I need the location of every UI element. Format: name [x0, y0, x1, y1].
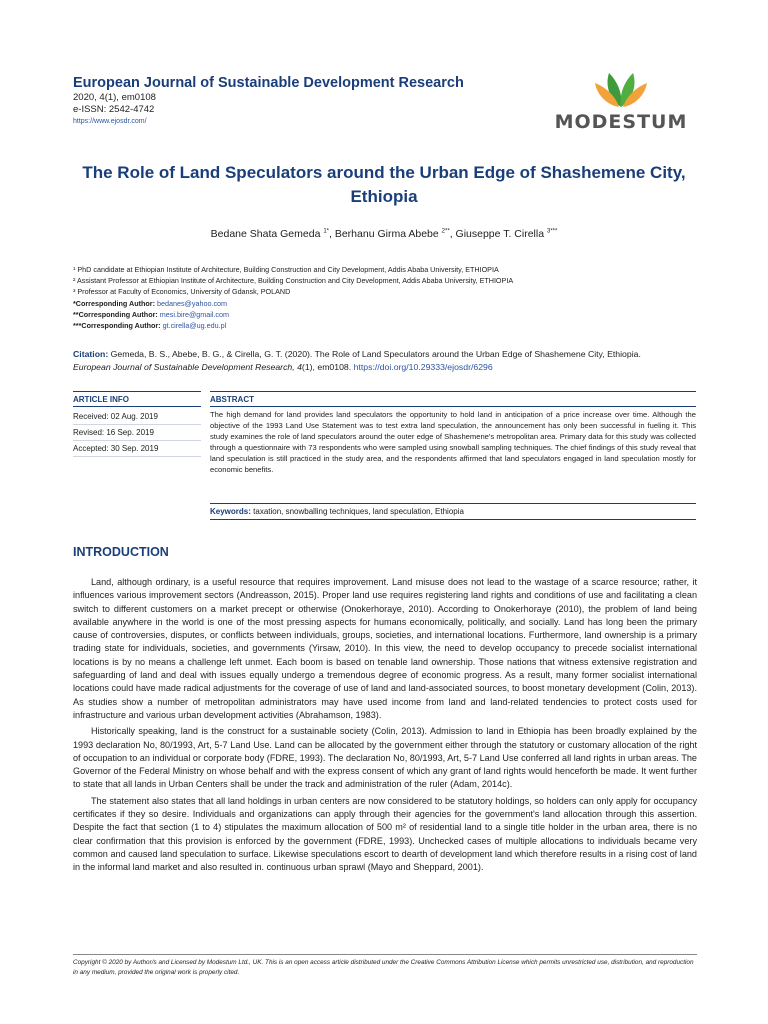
affiliation-1: ¹ PhD candidate at Ethiopian Institute of Architecture, Building Construction and City Development, Addis Ababa University, ETHIOPIA	[73, 265, 499, 274]
corresponding-author-2	[73, 309, 693, 320]
journal-header	[73, 74, 464, 127]
journal-title: European Journal of Sustainable Development Research	[73, 75, 464, 91]
abstract-heading: ABSTRACT	[210, 391, 696, 407]
citation-text: Gemeda, B. S., Abebe, B. G., & Cirella, G. T. (2020). The Role of Land Speculators around the Urban Edge of Shashemene City, Ethiopia.	[110, 349, 641, 359]
article-dates	[73, 409, 201, 457]
email-link[interactable]: mesi.bire@gmail.com	[159, 309, 229, 319]
email-link[interactable]: bedanes@yahoo.com	[156, 298, 228, 308]
email-link[interactable]: gt.cirella@ug.edu.pl	[162, 321, 227, 331]
keywords-list: taxation, snowballing techniques, land speculation, Ethiopia	[253, 507, 464, 516]
keywords-label: Keywords:	[210, 507, 251, 516]
paragraph: The statement also states that all land holdings in urban centers are now considered to be statutory holdings, so holders can only apply for occupancy certificates if they so desire. Individuals and organizations can apply through their agencies for the government's land allocation through this assertion. Despite the fact that section (1 to 4) stipulates the maximum allocation of 500 m² of residential land to a single title holder in the urban area, there is no clear confirmation that this provision is enforced by the government (FDRE, 1993). Unchecked cases of multiple allocations to individuals became very common and caused land speculation to surface. Likewise speculations escort to dearth of development land which therefore results in a rising cost of land in the informal land market and also resulted in. continuous urban sprawl (Mayo and Sheppard, 2001).	[73, 795, 697, 873]
keywords-row	[210, 503, 696, 520]
revised-date: Revised: 16 Sep. 2019	[73, 425, 201, 441]
corresponding-label: *Corresponding Author:	[73, 298, 155, 308]
affiliations	[73, 264, 693, 331]
affiliation-2: ² Assistant Professor at Ethiopian Institute of Architecture, Building Construction and City Development, Addis Ababa University, ETHIOPIA	[73, 276, 514, 286]
logo-text: MODESTUM	[554, 111, 688, 133]
journal-url-link[interactable]: https://www.ejosdr.com/	[73, 118, 147, 125]
corresponding-label: ***Corresponding Author:	[73, 321, 161, 331]
corresponding-label: **Corresponding Author:	[73, 309, 158, 319]
author-mark: 1*	[323, 228, 329, 235]
paragraph: Land, although ordinary, is a useful resource that requires improvement. Land misuse does not lead to the wastage of a scarce resource; rather, it influences various improvement sectors (Andreasson, 2015). Proper land use requires registering land rights and conditions of use and facilitating a clean switch to different customers on a market precept or otherwise (Onokerhoraye, 2010). According to Onokerhoraye (2010), the problem of land being available anywhere in the world is one of the most pressing aspects for humans economically, politically, and socially. Land has long been the primary cause of controversies, disputes, or conflicts between individuals, groups, societies, and international locations. Furthermore, land ownership is a primary trading state for individuals, societies, and governments (Yirsaw, 2010). In this view, the need to develop occupancy to precede socialist international locations is by no means a challenge left unmet. Each boom is based on tenable land ownership. Those nations that witness extensive registration and safeguarding of land and deal with issues equally undergo a tremendous degree of economic progress. As a result, many former socialist international locations could have made radical adjustments for the coverage of use of land and land-associated sources, to boost monetary development (Colin, 2013). As studies show a number of metropolitan administrators may have used income from land and land-related tendencies to protect costs used for infrastructure and various urban development activities (Abrahamson, 1983).	[73, 577, 697, 720]
citation-label: Citation:	[73, 349, 109, 359]
author-mark: 3***	[546, 228, 558, 235]
citation-issue: (1), em0108.	[301, 362, 352, 372]
modestum-logo	[548, 69, 694, 133]
author-name: Berhanu Girma Abebe	[334, 228, 439, 240]
citation-journal: European Journal of Sustainable Development Research, 4	[73, 362, 302, 372]
paper-title: The Role of Land Speculators around the Urban Edge of Shashemene City, Ethiopia	[82, 163, 686, 206]
corresponding-author-1	[73, 298, 693, 309]
introduction-body	[73, 576, 697, 878]
author-name: Giuseppe T. Cirella	[455, 228, 545, 240]
received-date: Received: 02 Aug. 2019	[73, 409, 201, 425]
introduction-heading: INTRODUCTION	[73, 545, 169, 559]
journal-issue: 2020, 4(1), em0108	[73, 92, 156, 103]
abstract-text: The high demand for land provides land speculators the opportunity to hold land in anticipation of a price increase over time. Although the objective of the 1993 Land Use Statement was to test extra land speculation, the announcement has only been successful in fueling it. This study examines the role of land speculators around the outer edge of Shashemene's metropolitan area. Primary data for this study was collected through a questionnaire with 73 respondents who were sampled using snowball sampling techniques. The chief findings of this study reveal that land speculation is still practiced in the study area, and the respondents affirmed that land speculators engaged in land speculation mostly for economic benefits.	[210, 410, 696, 474]
author-mark: 2**	[441, 228, 450, 235]
author-list: Bedane Shata Gemeda $^{1*}$, Berhanu Girma Abebe $^{2**}$, Giuseppe T. Cirella $^{3***}$	[210, 228, 558, 240]
copyright-footer: Copyright © 2020 by Author/s and Licensed by Modestum Ltd., UK. This is an open access article distributed under the Creative Commons Attribution License which permits unrestricted use, distribution, and reproduction in any medium, provided the original work is properly cited.	[73, 954, 697, 977]
journal-issn: e-ISSN: 2542-4742	[73, 104, 155, 115]
paragraph: Historically speaking, land is the construct for a sustainable society (Colin, 2013). Admission to land in Ethiopia has been broadly explained by the 1993 declaration No, 80/1993, Art, 5-7 Land Use. Land can be allocated by the government either through the statutory or customary allocation of the right of occupation to an individual or corporate body (FDRE, 1993). The declaration No, 80/1993, Art, 5-7 Land Use conferred all land rights in urban areas. The Governor of the Federal Ministry on whose behalf and with the express consent of which any grant of land rights would henceforth be made. It went further to state that all lands in Urban Centers shall be under the track and administration of the ruler (Adam, 2014c).	[73, 726, 697, 790]
article-info-heading: ARTICLE INFO	[73, 391, 201, 407]
corresponding-author-3	[73, 320, 693, 331]
citation-block	[73, 348, 697, 374]
accepted-date: Accepted: 30 Sep. 2019	[73, 441, 201, 457]
author-name: Bedane Shata Gemeda	[210, 228, 321, 240]
leaf-logo-icon	[591, 69, 651, 109]
affiliation-3: ³ Professor at Faculty of Economics, University of Gdansk, POLAND	[73, 287, 291, 297]
doi-link[interactable]: https://doi.org/10.29333/ejosdr/6296	[353, 362, 493, 372]
